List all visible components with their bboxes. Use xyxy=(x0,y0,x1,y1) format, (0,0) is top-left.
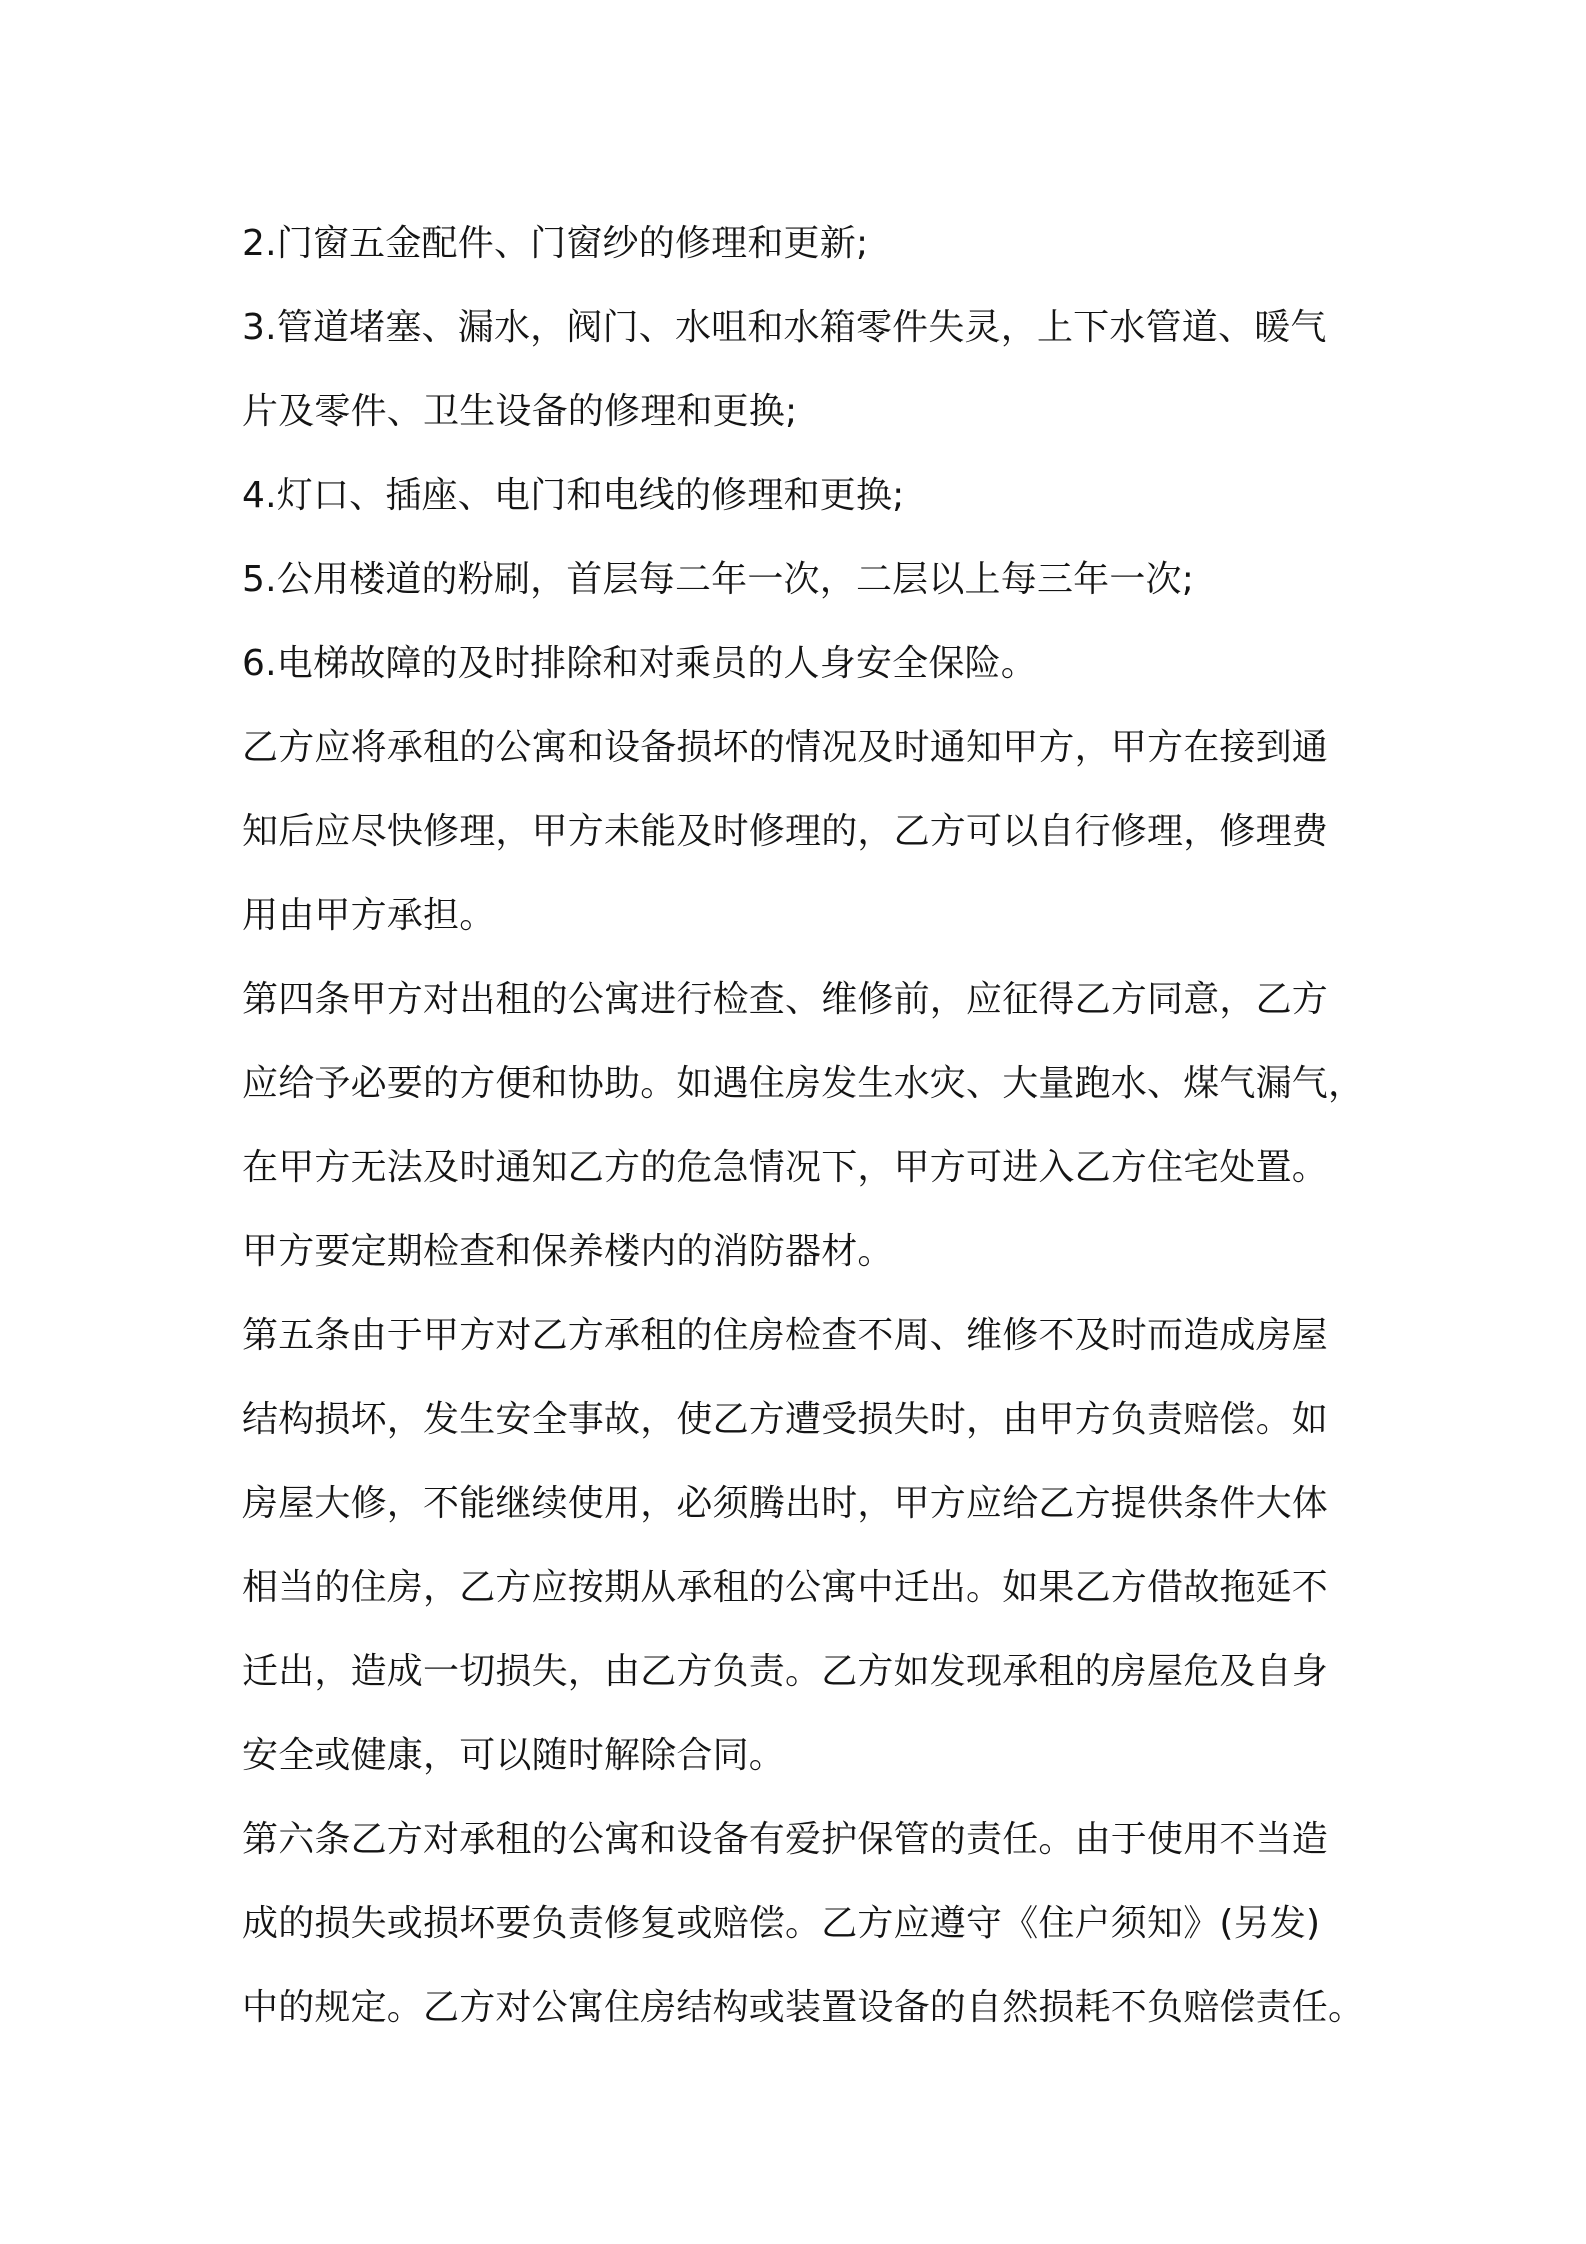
text-line: 中的规定。乙方对公寓住房结构或装置设备的自然损耗不负赔偿责任。 xyxy=(242,1987,1365,2028)
text-line: 迁出，造成一切损失，由乙方负责。乙方如发现承租的房屋危及自身 xyxy=(242,1651,1329,1692)
contract-text-body xyxy=(242,202,1365,2050)
text-line: 3.管道堵塞、漏水，阀门、水咀和水箱零件失灵，上下水管道、暖气 xyxy=(242,307,1327,348)
text-line: 知后应尽快修理，甲方未能及时修理的，乙方可以自行修理，修理费 xyxy=(242,811,1329,852)
text-line: 在甲方无法及时通知乙方的危急情况下，甲方可进入乙方住宅处置。 xyxy=(242,1147,1329,1188)
text-line: 房屋大修，不能继续使用，必须腾出时，甲方应给乙方提供条件大体 xyxy=(242,1483,1329,1524)
text-line: 第四条甲方对出租的公寓进行检查、维修前，应征得乙方同意，乙方 xyxy=(242,979,1329,1020)
text-line: 甲方要定期检查和保养楼内的消防器材。 xyxy=(242,1231,894,1272)
text-line: 相当的住房，乙方应按期从承租的公寓中迁出。如果乙方借故拖延不 xyxy=(242,1567,1329,1608)
text-line: 6.电梯故障的及时排除和对乘员的人身安全保险。 xyxy=(242,643,1037,684)
text-line: 结构损坏，发生安全事故，使乙方遭受损失时，由甲方负责赔偿。如 xyxy=(242,1399,1329,1440)
text-line: 5.公用楼道的粉刷，首层每二年一次，二层以上每三年一次; xyxy=(242,559,1195,600)
text-line: 2.门窗五金配件、门窗纱的修理和更新; xyxy=(242,223,869,264)
text-line: 4.灯口、插座、电门和电线的修理和更换; xyxy=(242,475,905,516)
text-line: 乙方应将承租的公寓和设备损坏的情况及时通知甲方，甲方在接到通 xyxy=(242,727,1329,768)
text-line: 第六条乙方对承租的公寓和设备有爱护保管的责任。由于使用不当造 xyxy=(242,1819,1329,1860)
text-line: 用由甲方承担。 xyxy=(242,895,496,936)
text-line: 片及零件、卫生设备的修理和更换; xyxy=(242,391,798,432)
text-line: 第五条由于甲方对乙方承租的住房检查不周、维修不及时而造成房屋 xyxy=(242,1315,1329,1356)
text-line: 成的损失或损坏要负责修复或赔偿。乙方应遵守《住户须知》(另发) xyxy=(242,1903,1321,1944)
text-line: 应给予必要的方便和协助。如遇住房发生水灾、大量跑水、煤气漏气， xyxy=(242,1063,1365,1104)
text-line: 安全或健康，可以随时解除合同。 xyxy=(242,1735,786,1776)
